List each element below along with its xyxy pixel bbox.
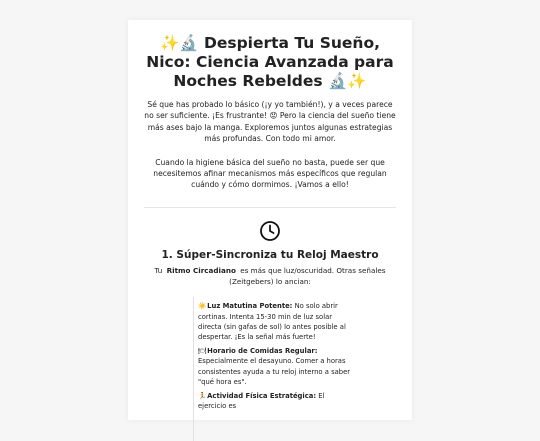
- tips-list: [144, 297, 396, 411]
- item-text: No solo abrir cortinas. Intenta 15-30 min de luz solar directa (sin gafas de sol) lo antes posible al despertar. ¡Es la señal más fuerte!: [198, 302, 346, 342]
- section-divider: [144, 207, 396, 208]
- article-card: [128, 20, 412, 420]
- page-title: ✨🔬 Despierta Tu Sueño, Nico: Ciencia Avanzada para Noches Rebeldes 🔬✨: [146, 34, 394, 90]
- runner-icon: 🏃: [198, 392, 207, 401]
- item-text: Especialmente el desayuno. Comer a horas consistentes ayuda a tu reloj interno a saber "qué hora es".: [198, 357, 351, 386]
- section-lead: [154, 266, 386, 288]
- section-heading: 1. Súper-Sincroniza tu Reloj Maestro: [161, 248, 379, 261]
- lead-term: Ritmo Circadiano: [166, 265, 236, 275]
- list-item: [198, 301, 352, 342]
- lead-pre: Tu: [154, 265, 163, 275]
- lead-post: es más que luz/oscuridad. Otras señales (Zeitgebers) lo ancian:: [229, 265, 386, 286]
- meal-icon: 🍽: [198, 347, 207, 356]
- intro-paragraph-2: Cuando la higiene básica del sueño no basta, puede ser que necesitemos afinar mecanismos más específicos que regulan cuándo y cómo dormimos. ¡Vamos a ello!: [153, 157, 387, 190]
- sun-icon: ☀️: [198, 302, 207, 311]
- clock-icon: [259, 220, 281, 242]
- intro-paragraph: Sé que has probado lo básico (¡y yo también!), y a veces parece no ser suficiente. ¡Es frustrante! 😟 Pero la ciencia del sueño tiene más ases bajo la manga. Exploremos juntos algunas estrategias más profundas. Con todo mi amor.: [144, 100, 396, 144]
- list-item: [198, 391, 352, 411]
- item-label: Luz Matutina Potente:: [207, 302, 293, 311]
- item-label: Actividad Física Estratégica:: [207, 392, 317, 401]
- item-text: El ejercicio es: [198, 392, 325, 411]
- item-label: Horario de Comidas Regular:: [207, 347, 318, 356]
- list-item: [198, 346, 352, 387]
- list-rail: [193, 297, 194, 441]
